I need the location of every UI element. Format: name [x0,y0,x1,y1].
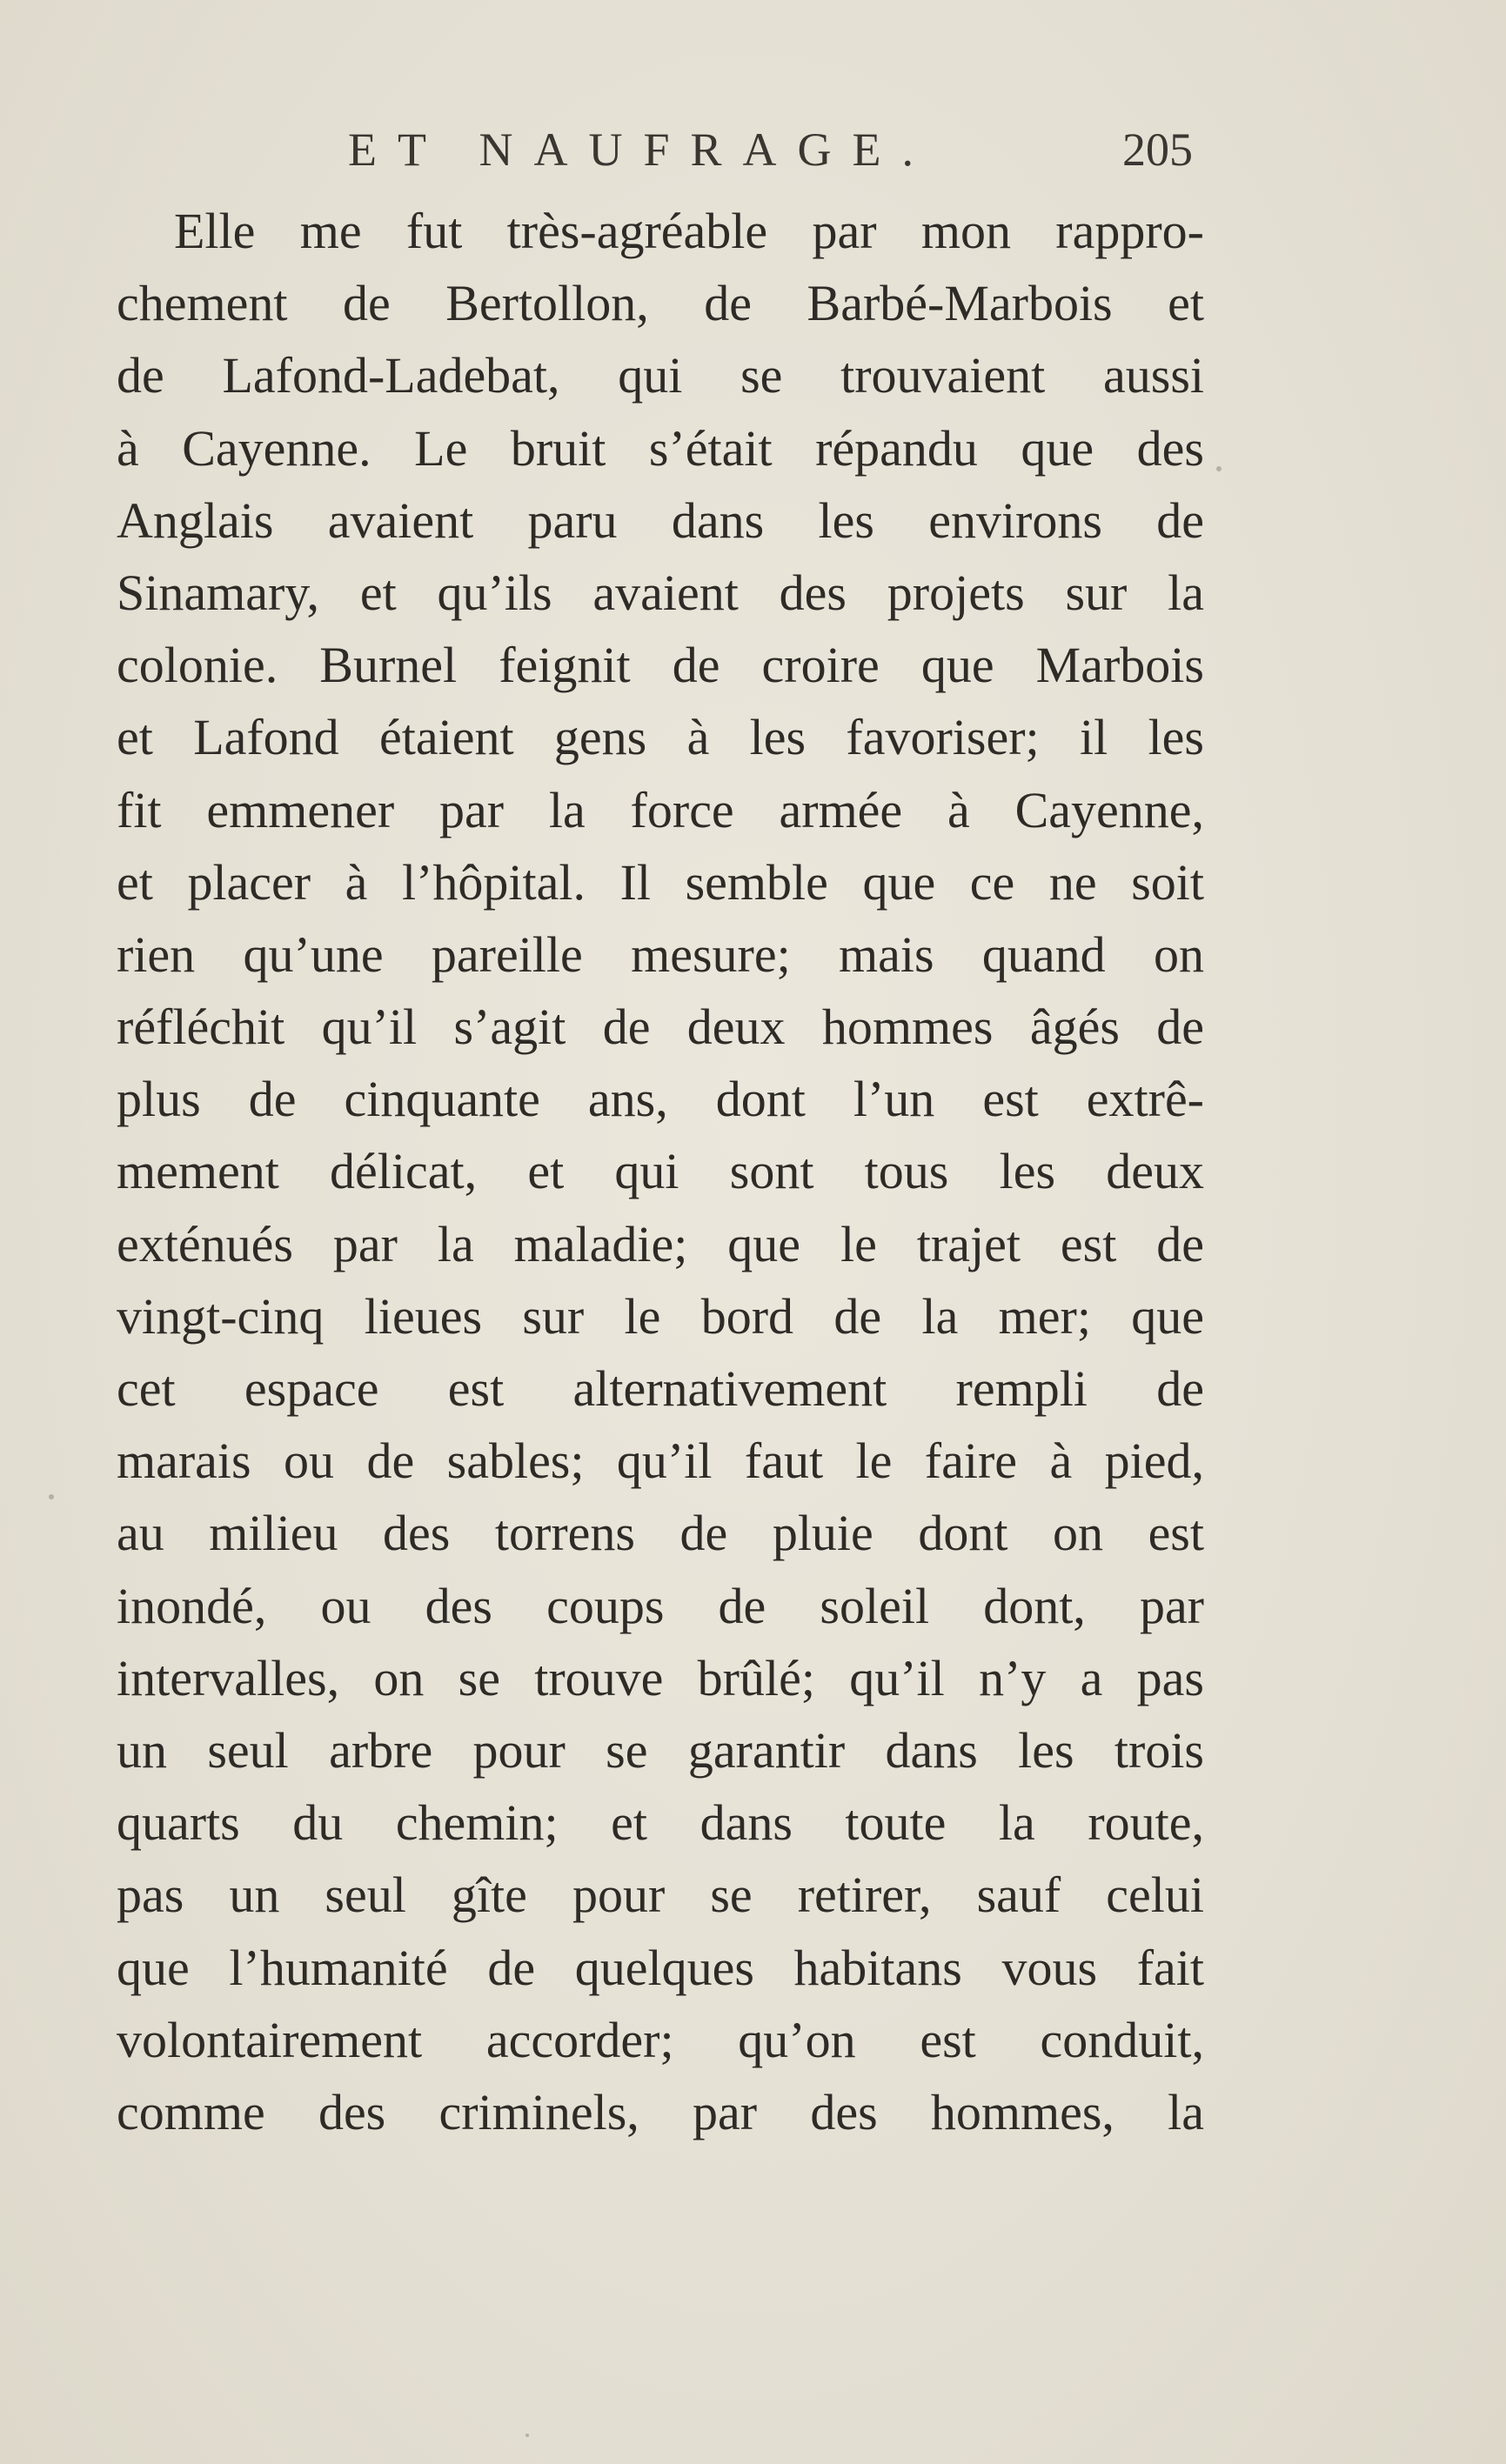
text-line: que l’humanité de quelques habitans vous fait [117,1939,1204,1996]
text-line: intervalles, on se trouve brûlé; qu’il n’y a pas [117,1649,1204,1706]
text-line: quarts du chemin; et dans toute la route, [117,1794,1204,1852]
text-line: Sinamary, et qu’ils avaient des projets sur la [117,564,1204,621]
text-line: un seul arbre pour se garantir dans les trois [117,1721,1204,1779]
text-line: marais ou de sables; qu’il faut le faire à pied, [117,1432,1204,1490]
paper-speck [49,1494,54,1499]
text-line: volontairement accorder; qu’on est conduit, [117,2011,1204,2068]
text-line: pas un seul gîte pour se retirer, sauf celui [117,1866,1204,1924]
text-line: et Lafond étaient gens à les favoriser; il les [117,709,1204,766]
text-line: comme des criminels, par des hommes, la [117,2083,1204,2140]
paper-speck [525,2434,529,2437]
text-line: fit emmener par la force armée à Cayenne, [117,781,1204,838]
text-line: rien qu’une pareille mesure; mais quand on [117,925,1204,983]
running-head [0,115,1506,184]
text-line: plus de cinquante ans, dont l’un est extrê- [117,1071,1204,1128]
text-line: chement de Bertollon, de Barbé-Marbois et [117,275,1204,332]
text-line: Anglais avaient paru dans les environs de [117,491,1204,549]
paper-speck [1216,466,1222,471]
text-line: colonie. Burnel feignit de croire que Marbois [117,637,1204,694]
text-line: exténués par la maladie; que le trajet est de [117,1215,1204,1272]
text-line: réfléchit qu’il s’agit de deux hommes âgés de [117,998,1204,1056]
page-number: 205 [1122,124,1193,176]
text-line: mement délicat, et qui sont tous les deux [117,1143,1204,1200]
text-line: vingt-cinq lieues sur le bord de la mer; que [117,1287,1204,1345]
text-line: et placer à l’hôpital. Il semble que ce ne soit [117,853,1204,911]
text-line: au milieu des torrens de pluie dont on est [117,1505,1204,1562]
text-line: Elle me fut très-agréable par mon rappro- [174,203,1204,259]
running-title: ET NAUFRAGE. [348,124,935,176]
text-line: inondé, ou des coups de soleil dont, par [117,1577,1204,1634]
body-text [117,195,1204,2148]
text-line: de Lafond-Ladebat, qui se trouvaient aussi [117,347,1204,404]
text-line: à Cayenne. Le bruit s’était répandu que des [117,419,1204,477]
text-line: cet espace est alternativement rempli de [117,1360,1204,1417]
